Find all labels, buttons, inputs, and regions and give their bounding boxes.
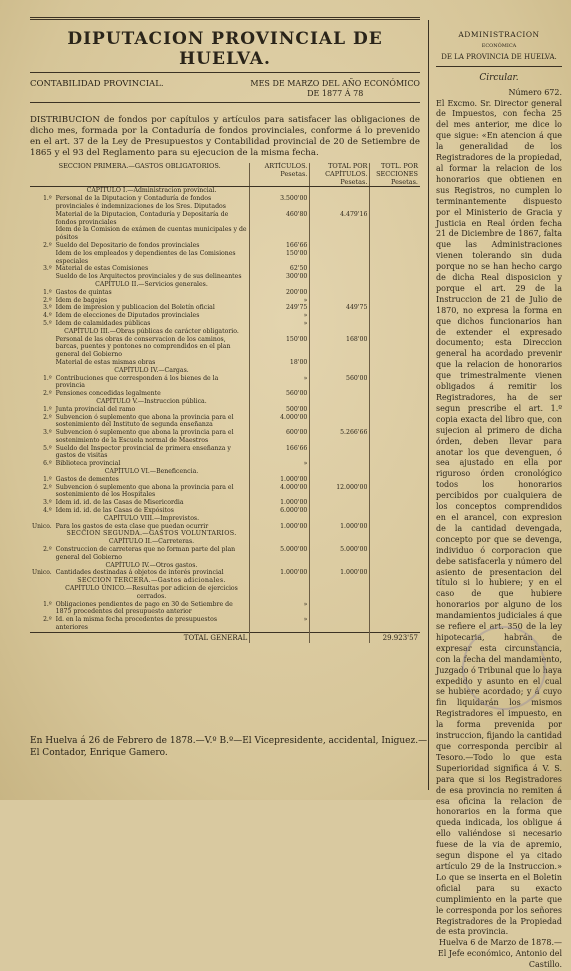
row-description: Subvencion ó suplemento que abona la provincia para el sostenimiento de los Hospitales <box>55 483 234 499</box>
row-section-total <box>370 265 420 273</box>
page-title: DIPUTACION PROVINCIAL DE HUELVA. <box>67 29 383 69</box>
articles-header-label: ARTÍCULOS. <box>264 162 308 170</box>
row-section-total <box>370 398 420 406</box>
table-row <box>30 414 420 430</box>
row-article-amount: 166'66 <box>250 242 310 250</box>
row-ordinal <box>30 585 54 601</box>
subheader <box>30 79 420 99</box>
row-section-total <box>370 211 420 227</box>
row-description: Obligaciones pendientes de pago en 30 de Setiembre de 1875 procedentes del presupuesto anterior <box>55 600 233 616</box>
table-row <box>30 530 420 538</box>
row-section-total <box>370 414 420 430</box>
row-section-total <box>370 499 420 507</box>
row-ordinal: 3.º <box>43 265 52 273</box>
circular-body: El Excmo. Sr. Director general de Impuestos, con fecha 25 del mes anterior, me dice lo que sigue: «En atencion á que la generalidad de los Registradores de la propiedad, al formar la relacion de los honorarios que obtienen en sus Registros, no cumplen lo terminantemente dispuesto por el Ministerio de Gracia y Justicia en Real órden fecha 21 de Diciembre de 1867, falta que las Administraciones vienen tolerando sin duda porque no se han hecho cargo de dicha Real disposicion y porque el art. 29 de la Instruccion de 21 de Julio de 1870, no expresa la forma en que dichos funcionarios han de extender el expresado documento; esta Direccion general ha acordado prevenir que la relacion de honorarios que trimestralmente vienen obligados á remitir los Registradores, ha de ser segun prescribe el art. 1.º copia exacta del libro que, con sujecion al primero de dicha órden, deben llevar para anotar los que devenguen, ó sea ajustado en ella por riguroso órden cronológico todos los honorarios percibidos por cualquiera de los conceptos comprendidos en el arancel, con expresion de la cantidad devengada, concepto por que se devenga, individuo ó corporacion que debe satisfacerla y número del asiento de presentacion del título si lo hubiere; y en el caso de que hubiere honorarios por alguno de los mandamientos judiciales á que se refiere el art. 350 de la ley hipotecaria, habrán de expresar esta circunstancia, con la fecha del mandamiento, Juzgado ó Tribunal que lo haya expedido y asunto en el cual se hubiere acordado; y á cuyo fin liquidarán los mismos Registradores el impuesto, en la forma prevenida por instruccion, fijando la cantidad que corresponda percibir al Tesoro.—Todo lo que esta Superioridad significa á V. S. para que si los Registradores de esa provincia no remiten á esa oficina la relacion de honorarios en la forma que queda indicada, los obligue á ello valiéndose si necesario fuese de la via de apremio, segun dispone el ya citado artículo 29 de la Instruccion.» Lo que se inserta en el Boletin oficial para su exacto cumplimiento en la parte que le corresponda por los señores Registradores de la Propiedad de esta provincia. <box>436 98 562 937</box>
row-ordinal: 6.º <box>43 460 52 468</box>
row-section-total <box>370 562 420 570</box>
row-article-amount: 460'80 <box>250 211 310 227</box>
row-chapter-total <box>310 281 370 289</box>
table-row <box>30 538 420 546</box>
row-ordinal <box>30 398 54 406</box>
row-section-total <box>370 468 420 476</box>
row-section-total <box>370 523 420 531</box>
row-article-amount: » <box>250 312 310 320</box>
row-description: Idem de calamidades públicas <box>55 319 151 327</box>
row-ordinal: 1.º <box>43 405 52 413</box>
row-article-amount: 1.000'00 <box>250 569 310 577</box>
row-chapter-total <box>310 273 370 281</box>
row-description: Para los gastos de esta clase que puedan ocurrir <box>55 522 209 530</box>
row-description: Gastos de quintas <box>55 288 112 296</box>
row-description: Idem de la Comision de exámen de cuentas municipales y de pósitos <box>55 226 247 242</box>
table-row <box>30 468 420 476</box>
distribution-table <box>30 163 420 733</box>
table-row <box>30 406 420 414</box>
admin-title: ADMINISTRACION <box>458 30 540 39</box>
row-ordinal <box>30 226 54 242</box>
row-section-total <box>370 336 420 359</box>
row-chapter-total <box>310 359 370 367</box>
row-description: Gastos de dementes <box>55 475 119 483</box>
row-section-total <box>370 445 420 461</box>
table-row <box>30 499 420 507</box>
row-description: Idem de bagajes <box>55 296 108 304</box>
row-description: SECCION SEGUNDA.—GASTOS VOLUNTARIOS. <box>66 529 237 538</box>
row-description: Idem id. id. de las Casas de Expósitos <box>55 507 174 515</box>
row-ordinal <box>30 273 54 281</box>
row-ordinal <box>30 328 54 336</box>
row-description: Sueldo del Depositario de fondos provinciales <box>55 241 200 249</box>
total-chapters-cell <box>310 632 370 642</box>
row-chapter-total <box>310 515 370 523</box>
table-row <box>30 460 420 468</box>
total-chapters-header <box>310 163 370 187</box>
row-article-amount <box>250 226 310 242</box>
table-row <box>30 281 420 289</box>
row-section-total <box>370 273 420 281</box>
table-body <box>30 187 420 632</box>
row-description: Id. en la misma fecha procedentes de presupuestos anteriores <box>55 616 217 632</box>
column-divider <box>428 20 429 790</box>
signature-footer: En Huelva á 26 de Febrero de 1878.—V.º B.º—El Vicepresidente, accidental, Iniguez.—El Contador, Enrique Gamero. <box>30 736 428 758</box>
row-section-total <box>370 530 420 538</box>
admin-rule <box>436 66 562 67</box>
row-article-amount <box>250 398 310 406</box>
row-article-amount: 166'66 <box>250 445 310 461</box>
row-section-total <box>370 312 420 320</box>
row-article-amount <box>250 367 310 375</box>
row-chapter-total: 449'75 <box>310 304 370 312</box>
row-chapter-total <box>310 538 370 546</box>
row-description: SECCION TERCERA.—Gastos adicionales. <box>77 576 226 585</box>
row-description: Biblioteca provincial <box>55 460 121 468</box>
row-article-amount <box>250 562 310 570</box>
row-chapter-total <box>310 577 370 585</box>
row-article-amount: 150'00 <box>250 250 310 266</box>
row-ordinal: 2.º <box>43 483 52 491</box>
table-row <box>30 601 420 617</box>
top-rule <box>30 17 420 20</box>
row-chapter-total: 5.000'00 <box>310 546 370 562</box>
row-article-amount: 62'50 <box>250 265 310 273</box>
row-description: Pensiones concedidas legalmente <box>55 390 161 398</box>
row-chapter-total <box>310 406 370 414</box>
subheader-rule <box>30 102 420 103</box>
row-description: Material de estas Comisiones <box>55 265 149 273</box>
header <box>30 14 420 168</box>
row-ordinal <box>30 250 54 266</box>
table-row <box>30 289 420 297</box>
row-section-total <box>370 569 420 577</box>
row-chapter-total <box>310 616 370 632</box>
period-label <box>250 79 420 99</box>
row-ordinal: 2.º <box>43 390 52 398</box>
circular-date: Huelva 6 de Marzo de 1878.— <box>439 938 562 948</box>
row-chapter-total <box>310 398 370 406</box>
row-chapter-total <box>310 460 370 468</box>
row-article-amount <box>250 538 310 546</box>
row-ordinal: 3.º <box>43 304 52 312</box>
row-description: Construccion de carreteras que no forman parte del plan general del Gobierno <box>55 546 236 561</box>
table-row <box>30 390 420 398</box>
row-section-total <box>370 429 420 445</box>
row-chapter-total: 560'00 <box>310 375 370 391</box>
row-section-total <box>370 577 420 585</box>
row-description: Idem id. id. de las Casas de Misericordia <box>55 499 184 507</box>
row-description: Idem de impresion y publicacion del Boletín oficial <box>55 304 215 312</box>
row-ordinal: 1.º <box>43 374 52 382</box>
row-chapter-total <box>310 226 370 242</box>
row-section-total <box>370 390 420 398</box>
row-chapter-total <box>310 265 370 273</box>
row-section-total <box>370 367 420 375</box>
table-row <box>30 336 420 359</box>
table-row <box>30 195 420 211</box>
row-article-amount: » <box>250 297 310 305</box>
row-ordinal <box>30 187 54 195</box>
row-ordinal: 5.º <box>43 319 52 327</box>
row-description: Personal de la Diputacion y Contaduría de fondos provinciales é indemnizaciones de los Sres. Diputados <box>55 195 226 210</box>
row-description: CAPÍTULO IV.—Otros gastos. <box>105 561 198 569</box>
row-article-amount: 6.000'00 <box>250 507 310 515</box>
row-chapter-total <box>310 297 370 305</box>
row-description: CAPÍTULO II.—Carreteras. <box>108 538 195 546</box>
row-chapter-total: 4.479'16 <box>310 211 370 227</box>
row-section-total <box>370 476 420 484</box>
row-chapter-total <box>310 414 370 430</box>
table-row <box>30 242 420 250</box>
table-row <box>30 250 420 266</box>
row-chapter-total <box>310 499 370 507</box>
row-section-total <box>370 585 420 601</box>
row-article-amount <box>250 187 310 195</box>
row-ordinal <box>30 577 54 585</box>
row-description: CAPÍTULO IV.—Cargas. <box>114 366 189 374</box>
row-chapter-total <box>310 585 370 601</box>
table-row <box>30 273 420 281</box>
total-articles-cell <box>250 632 310 642</box>
row-article-amount: 600'00 <box>250 429 310 445</box>
row-section-total <box>370 226 420 242</box>
row-article-amount: 5.000'00 <box>250 546 310 562</box>
row-chapter-total <box>310 507 370 515</box>
row-ordinal: 3.º <box>43 429 52 437</box>
row-section-total <box>370 304 420 312</box>
row-description: CAPÍTULO ÚNICO.—Resultas por adicion de ejercicios cerrados. <box>65 585 238 600</box>
table-row <box>30 562 420 570</box>
row-ordinal <box>30 211 54 227</box>
row-ordinal: 2.º <box>43 296 52 304</box>
table-row <box>30 265 420 273</box>
row-ordinal: 2.º <box>43 546 52 554</box>
row-chapter-total: 1.000'00 <box>310 569 370 577</box>
row-description: Sueldo de los Arquitectos provinciales y de sus delineantes <box>55 273 242 281</box>
table-row <box>30 398 420 406</box>
row-description: CAPÍTULO V.—Instruccion pública. <box>96 397 207 405</box>
row-chapter-total <box>310 390 370 398</box>
table-header-row <box>30 163 420 187</box>
title-rule <box>30 72 420 73</box>
row-article-amount: 150'00 <box>250 336 310 359</box>
total-chapters-label: TOTAL POR CAPÍTULOS. <box>325 162 368 178</box>
row-article-amount: 1.000'00 <box>250 523 310 531</box>
row-section-total <box>370 289 420 297</box>
row-article-amount: 560'00 <box>250 390 310 398</box>
row-chapter-total <box>310 242 370 250</box>
table-row <box>30 585 420 601</box>
row-ordinal: 4.º <box>43 312 52 320</box>
row-section-total <box>370 297 420 305</box>
row-article-amount: 4.000'00 <box>250 484 310 500</box>
row-section-total <box>370 538 420 546</box>
table-row <box>30 546 420 562</box>
table-row <box>30 484 420 500</box>
row-section-total <box>370 250 420 266</box>
row-chapter-total <box>310 562 370 570</box>
row-section-total <box>370 460 420 468</box>
total-chapters-unit: Pesetas. <box>340 177 368 186</box>
row-section-total <box>370 616 420 632</box>
row-chapter-total <box>310 468 370 476</box>
row-chapter-total: 168'00 <box>310 336 370 359</box>
row-ordinal: 1.º <box>43 288 52 296</box>
row-article-amount: 200'00 <box>250 289 310 297</box>
row-description: Subvencion ó suplemento que abona la provincia para el sostenimiento de la Escuela normal de Maestros <box>55 429 234 444</box>
row-article-amount: 18'00 <box>250 359 310 367</box>
row-ordinal: 3.º <box>43 499 52 507</box>
budget-table <box>30 163 420 643</box>
row-description: Subvencion ó suplemento que abona la provincia para el sostenimiento del Instituto de segunda enseñanza <box>55 413 234 429</box>
period-line-2: DE 1877 Á 78 <box>307 89 364 98</box>
row-chapter-total: 1.000'00 <box>310 523 370 531</box>
row-section-total <box>370 484 420 500</box>
row-ordinal: 1.º <box>43 195 52 203</box>
row-ordinal: 2.º <box>43 241 52 249</box>
row-article-amount <box>250 281 310 289</box>
section-one-header: SECCION PRIMERA.—GASTOS OBLIGATORIOS. <box>30 163 250 187</box>
row-article-amount <box>250 585 310 601</box>
row-article-amount <box>250 577 310 585</box>
row-chapter-total <box>310 530 370 538</box>
table-row <box>30 187 420 195</box>
row-article-amount <box>250 328 310 336</box>
total-sections-header <box>370 163 420 187</box>
row-article-amount: 300'00 <box>250 273 310 281</box>
row-section-total <box>370 195 420 211</box>
row-ordinal: 1.º <box>43 475 52 483</box>
row-chapter-total <box>310 328 370 336</box>
circular-column <box>436 30 562 971</box>
row-description: Cantidades destinadas á objetos de interés provincial <box>55 569 224 577</box>
table-row <box>30 320 420 328</box>
row-article-amount: 1.000'00 <box>250 476 310 484</box>
row-description: CAPÍTULO VI.—Beneficencia. <box>104 468 199 476</box>
row-ordinal: Unico. <box>32 522 52 530</box>
row-description: Idem de elecciones de Diputados provinciales <box>55 312 200 320</box>
table-row <box>30 515 420 523</box>
row-ordinal <box>30 468 54 476</box>
row-chapter-total <box>310 445 370 461</box>
row-article-amount: 4.000'00 <box>250 414 310 430</box>
table-row <box>30 297 420 305</box>
row-section-total <box>370 359 420 367</box>
library-stamp <box>462 626 546 710</box>
row-description: CAPÍTULO II.—Servicios generales. <box>95 280 208 288</box>
period-line-1: MES DE MARZO DEL AÑO ECONÓMICO <box>250 79 420 88</box>
row-description: CAPÍTULO VIII.—Imprevistos. <box>103 514 200 522</box>
row-section-total <box>370 187 420 195</box>
row-description: Material de la Diputacion, Contaduría y Depositaría de fondos provinciales <box>55 210 229 226</box>
circular-title: Circular. <box>479 72 519 83</box>
row-description: CAPÍTULO III.—Obras públicas de carácter obligatorio. <box>64 327 239 335</box>
row-ordinal <box>30 538 54 546</box>
row-article-amount: » <box>250 601 310 617</box>
row-ordinal <box>30 515 54 523</box>
articles-header <box>250 163 310 187</box>
row-section-total <box>370 320 420 328</box>
row-chapter-total <box>310 320 370 328</box>
circular-signature: El Jefe económico, Antonio del Castillo. <box>437 949 562 970</box>
row-section-total <box>370 515 420 523</box>
row-section-total <box>370 601 420 617</box>
total-label: TOTAL GENERAL <box>30 632 250 642</box>
row-article-amount <box>250 468 310 476</box>
table-row <box>30 577 420 585</box>
row-article-amount: » <box>250 375 310 391</box>
row-article-amount: 500'00 <box>250 406 310 414</box>
row-chapter-total <box>310 195 370 211</box>
row-section-total <box>370 507 420 515</box>
row-article-amount <box>250 515 310 523</box>
table-row <box>30 328 420 336</box>
articles-unit: Pesetas. <box>280 169 308 178</box>
row-description: Sueldo del Inspector provincial de primera enseñanza y gastos de visitas <box>55 444 231 460</box>
row-chapter-total <box>310 367 370 375</box>
row-description: Contribuciones que corresponden á los bienes de la provincia <box>55 374 219 390</box>
row-ordinal: 4.º <box>43 507 52 515</box>
row-description: Personal de las obras de conservacion de los caminos, barcas, puentes y pontones no comprendidos en el plan general del Gobierno <box>55 335 231 359</box>
row-article-amount: 1.000'00 <box>250 499 310 507</box>
row-chapter-total <box>310 476 370 484</box>
row-description: Material de estas mismas obras <box>55 358 156 366</box>
total-value: 29.923'57 <box>370 632 420 642</box>
row-chapter-total: 12.000'00 <box>310 484 370 500</box>
table-row <box>30 616 420 632</box>
total-row <box>30 632 420 642</box>
row-description: Idem de los empleados y dependientes de las Comisiones especiales <box>55 249 236 265</box>
total-sections-label: TOTL. POR SECCIONES <box>376 162 418 178</box>
row-ordinal: 5.º <box>43 444 52 452</box>
row-article-amount: 3.500'00 <box>250 195 310 211</box>
row-section-total <box>370 328 420 336</box>
table-row <box>30 375 420 391</box>
row-ordinal <box>30 336 54 359</box>
row-ordinal: 2.º <box>43 413 52 421</box>
row-description: Junta provincial del ramo <box>55 405 136 413</box>
row-ordinal: Unico. <box>32 569 52 577</box>
row-section-total <box>370 406 420 414</box>
circular-number: Número 672. <box>508 87 562 97</box>
table-row <box>30 367 420 375</box>
row-ordinal <box>30 281 54 289</box>
row-ordinal <box>30 359 54 367</box>
table-row <box>30 507 420 515</box>
row-ordinal <box>30 530 54 538</box>
row-chapter-total <box>310 289 370 297</box>
row-article-amount: » <box>250 616 310 632</box>
row-description: CAPÍTULO I.—Administracion provincial. <box>86 187 217 195</box>
row-ordinal: 2.º <box>43 616 52 624</box>
table-row <box>30 429 420 445</box>
row-section-total <box>370 546 420 562</box>
total-sections-unit: Pesetas. <box>391 177 418 186</box>
admin-subtitle: ECONÓMICA <box>481 42 517 49</box>
row-section-total <box>370 242 420 250</box>
row-chapter-total <box>310 601 370 617</box>
row-chapter-total <box>310 250 370 266</box>
row-section-total <box>370 375 420 391</box>
row-ordinal <box>30 562 54 570</box>
row-article-amount: 249'75 <box>250 304 310 312</box>
row-chapter-total <box>310 187 370 195</box>
department-label: CONTABILIDAD PROVINCIAL. <box>30 79 164 89</box>
row-ordinal <box>30 367 54 375</box>
row-section-total <box>370 281 420 289</box>
table-row <box>30 476 420 484</box>
table-row <box>30 211 420 227</box>
row-article-amount: » <box>250 320 310 328</box>
table-row <box>30 304 420 312</box>
row-ordinal: 1.º <box>43 600 52 608</box>
row-article-amount <box>250 530 310 538</box>
table-row <box>30 359 420 367</box>
row-chapter-total <box>310 312 370 320</box>
table-row <box>30 226 420 242</box>
table-row <box>30 445 420 461</box>
table-row <box>30 312 420 320</box>
row-article-amount: » <box>250 460 310 468</box>
admin-province: DE LA PROVINCIA DE HUELVA. <box>441 52 557 61</box>
row-chapter-total: 5.266'66 <box>310 429 370 445</box>
intro-paragraph: DISTRIBUCION de fondos por capítulos y artículos para satisfacer las obligaciones de dicho mes, formada por la Contaduría de fondos provinciales, conforme á lo prevenido en el art. 37 de la Ley de Presupuestos y Contabilidad provincial de 20 de Setiembre de 1865 y el 93 del Reglamento para su ejecucion de la misma fecha. <box>30 115 420 158</box>
